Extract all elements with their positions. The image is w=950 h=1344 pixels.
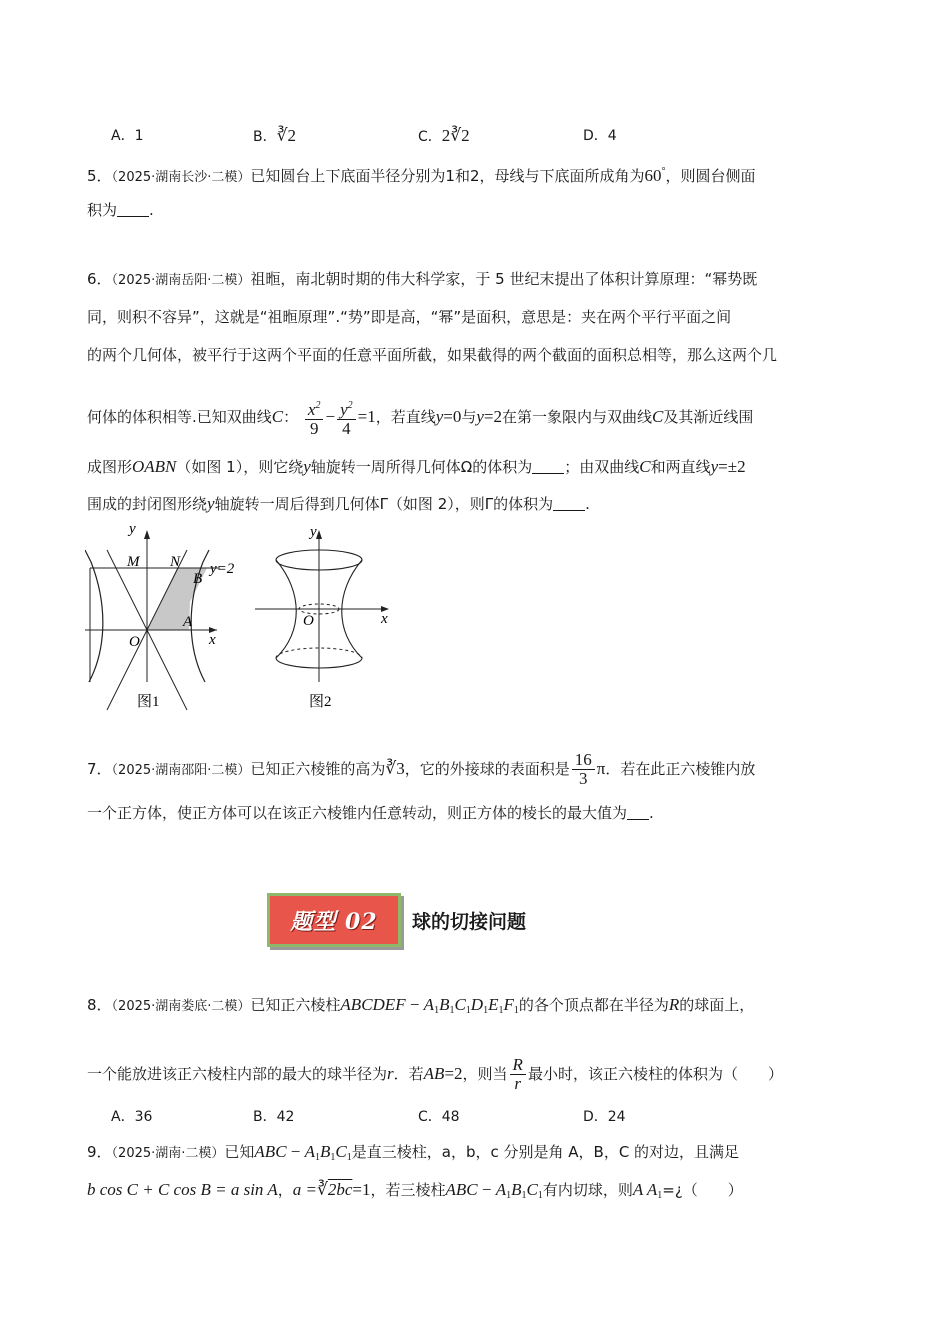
q6-line-2: 同，则积不容异”，这就是“祖暅原理”.“势”即是高，“幂”是面积，意思是：夹在两个平行平面之间 bbox=[87, 308, 732, 326]
q5-line-1: 5．（2025·湖南长沙·二模）已知圆台上下底面半径分别为1和2，母线与下底面所成角为60°，则圆台侧面 bbox=[87, 166, 756, 185]
q4-option-d: D．4 bbox=[583, 128, 617, 144]
fig1-n-label: N bbox=[170, 554, 181, 570]
fig1-x-label: x bbox=[209, 632, 216, 648]
q6-line-5: 成图形OABN（如图 1），则它绕y轴旋转一周所得几何体Ω的体积为 ；由双曲线C和两直线y=±2 bbox=[87, 457, 746, 476]
q9-line-2: b cos C + C cos B = a sin A，a =∛2bc=1，若三棱柱ABC − $A_1B_1C_1$有内切球，则A $A_1=¿$（ ） bbox=[87, 1180, 743, 1201]
fig1-y-label: y bbox=[129, 522, 136, 537]
fig1-m-label: M bbox=[127, 554, 140, 570]
q8-line-2: 一个能放进该正六棱柱内部的最大的球半径为r．若AB=2，则当 $\frac{R}{r}$ 最小时，该正六棱柱的体积为（ ） bbox=[87, 1055, 783, 1093]
q4-option-b: B．∛2 bbox=[253, 126, 296, 145]
q6-line-6: 围成的封闭图形绕y轴旋转一周后得到几何体Γ（如图 2），则Γ的体积为 . bbox=[87, 494, 590, 513]
q4-option-a: A．1 bbox=[111, 128, 144, 144]
q8-option-a: A．36 bbox=[111, 1109, 153, 1125]
q7-line-2: 一个正方体，使正方体可以在该正六棱锥内任意转动，则正方体的棱长的最大值为 . bbox=[87, 804, 654, 822]
q9-line-1: 9．（2025·湖南·二模）已知ABC − $A_1B_1C_1$是直三棱柱，a，b，c 分别是角 A，B，C 的对边，且满足 bbox=[87, 1142, 740, 1163]
figure-2-solid bbox=[255, 522, 400, 712]
q8-option-d: D．24 bbox=[583, 1109, 626, 1125]
fig2-caption: 图2 bbox=[309, 694, 332, 710]
fig1-o-label: O bbox=[129, 634, 140, 650]
fig1-a-label: A bbox=[183, 614, 193, 630]
q8-line-1: 8．（2025·湖南娄底·二模）已知正六棱柱ABCDEF − $A_1B_1C_1D_1E_1F_1$的各个顶点都在半径为R的球面上， bbox=[87, 995, 755, 1016]
frac-16-3: $\frac{16}{3}$ bbox=[572, 751, 595, 788]
q4-option-c: C．2∛2 bbox=[418, 126, 470, 145]
fig1-caption: 图1 bbox=[137, 694, 160, 710]
q6-line-3: 的两个几何体，被平行于这两个平面的任意平面所截，如果截得的两个截面的面积总相等，那么这两个几 bbox=[87, 346, 778, 364]
q6-line-4: 何体的体积相等.已知双曲线C： $\frac{x^2}{9}$ − $\frac{y^2}{4}$ =1，若直线y=0与y=2在第一象限内与双曲线C及其渐近线围 bbox=[87, 397, 753, 438]
frac-y2-4: $\frac{y^2}{4}$ bbox=[337, 397, 356, 438]
fig2-y-label: y bbox=[310, 524, 317, 540]
frac-x2-9: $\frac{x^2}{9}$ bbox=[305, 397, 324, 438]
figure-1-hyperbola bbox=[85, 522, 260, 712]
section-badge: 题型 02 bbox=[267, 893, 401, 947]
q8-option-c: C．48 bbox=[418, 1109, 460, 1125]
q8-option-b: B．42 bbox=[253, 1109, 295, 1125]
fig1-yline-label: y=2 bbox=[210, 561, 235, 577]
q6-line-1: 6．（2025·湖南岳阳·二模）祖暅，南北朝时期的伟大科学家，于 5 世纪末提出了体积计算原理：“幂势既 bbox=[87, 270, 758, 288]
frac-R-r: $\frac{R}{r}$ bbox=[510, 1056, 526, 1093]
fig2-x-label: x bbox=[381, 611, 388, 627]
fig1-b-label: B bbox=[193, 571, 203, 587]
q7-line-1: 7．（2025·湖南邵阳·二模）已知正六棱锥的高为∛3，它的外接球的表面积是 $\frac{16}{3}$ π．若在此正六棱锥内放 bbox=[87, 750, 756, 788]
q5-line-2: 积为 . bbox=[87, 201, 154, 219]
section-title: 球的切接问题 bbox=[412, 911, 527, 933]
fig2-o-label: O bbox=[303, 613, 314, 629]
